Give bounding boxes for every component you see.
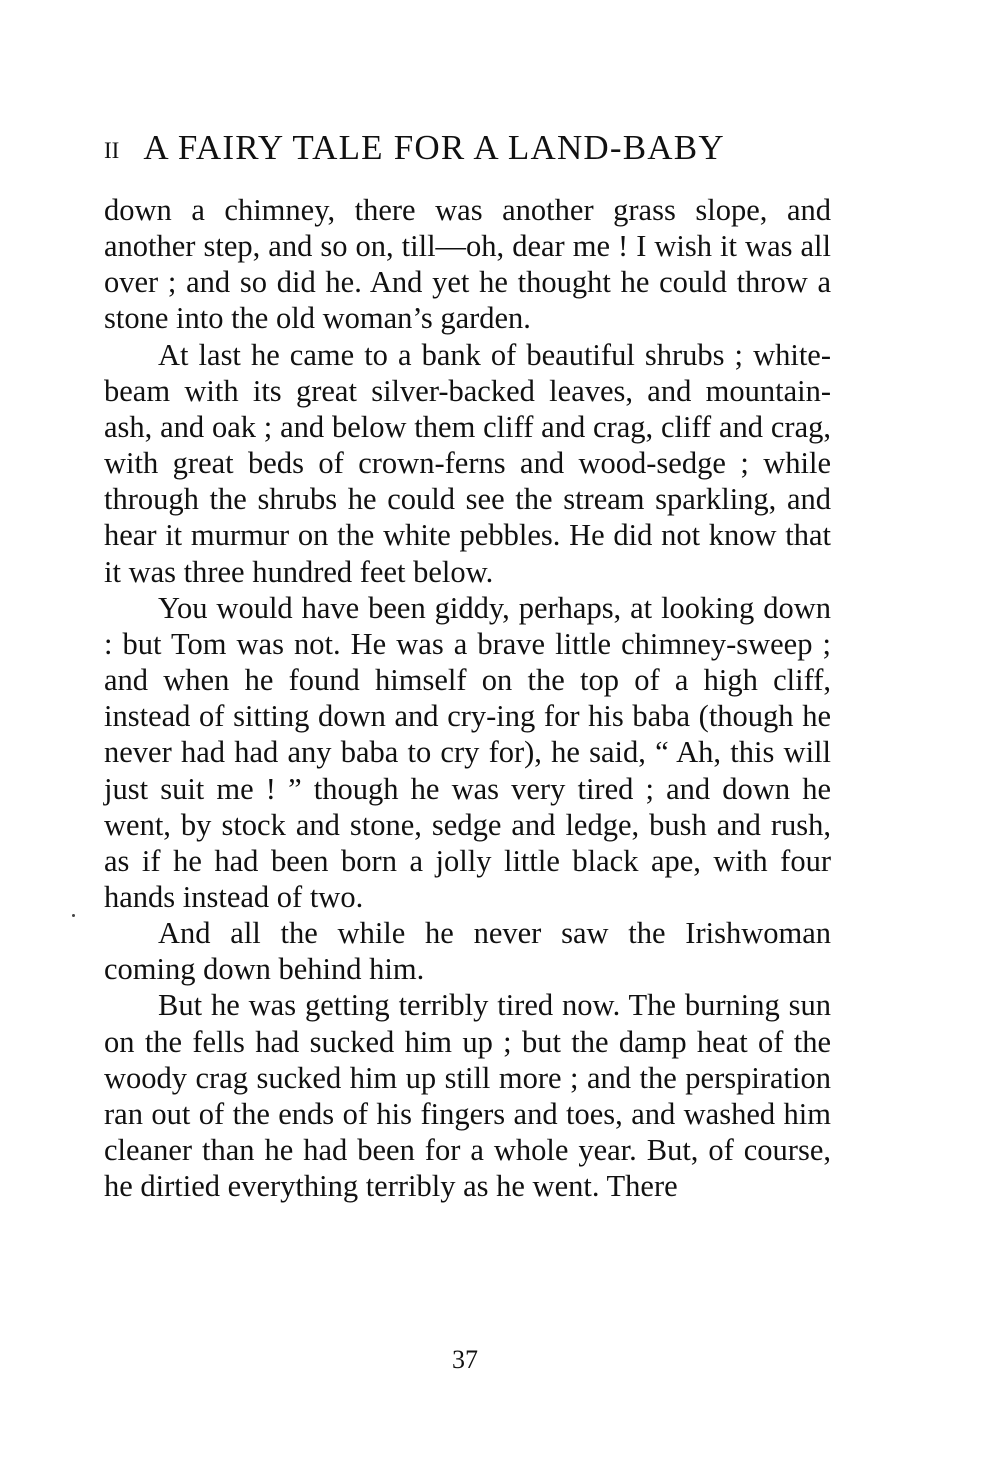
paragraph-continued: down a chimney, there was another grass slope, and another step, and so on, till—oh, dear me ! I wish it was all over ; and so did he. And yet he thought he could throw a stone into the old woman’s garden. — [104, 193, 831, 336]
running-title: A FAIRY TALE FOR A LAND-BABY — [143, 128, 725, 167]
body-text — [104, 192, 831, 1204]
paragraph: You would have been giddy, perhaps, at looking down : but Tom was not. He was a brave little chimney-sweep ; and when he found himself on the top of a high cliff, instead of sitting down and cry-ing for his baba (though he never had had any baba to cry for), he said, “ Ah, this will just suit me ! ” though he was very tired ; and down he went, by stock and stone, sedge and ledge, bush and rush, as if he had been born a jolly little black ape, with four hands instead of two. — [104, 590, 831, 914]
page-number: 37 — [452, 1345, 478, 1374]
paragraph: At last he came to a bank of beautiful shrubs ; white-beam with its great silver-backed leaves, and mountain-ash, and oak ; and below them cliff and crag, cliff and crag, with great beds of crown-ferns and wood-sedge ; while through the shrubs he could see the stream sparkling, and hear it murmur on the white pebbles. He did not know that it was three hundred feet below. — [104, 337, 831, 589]
paragraph: And all the while he never saw the Irishwoman coming down behind him. — [104, 916, 831, 987]
ink-speck — [72, 914, 75, 917]
paragraph: But he was getting terribly tired now. The burning sun on the fells had sucked him up ; but the damp heat of the woody crag sucked him up still more ; and the perspiration ran out of the ends of his fingers and toes, and washed him cleaner than he had been for a whole year. But, of course, he dirtied everything terribly as he went. There — [104, 988, 831, 1204]
chapter-number: II — [104, 138, 120, 163]
running-header — [104, 126, 832, 170]
